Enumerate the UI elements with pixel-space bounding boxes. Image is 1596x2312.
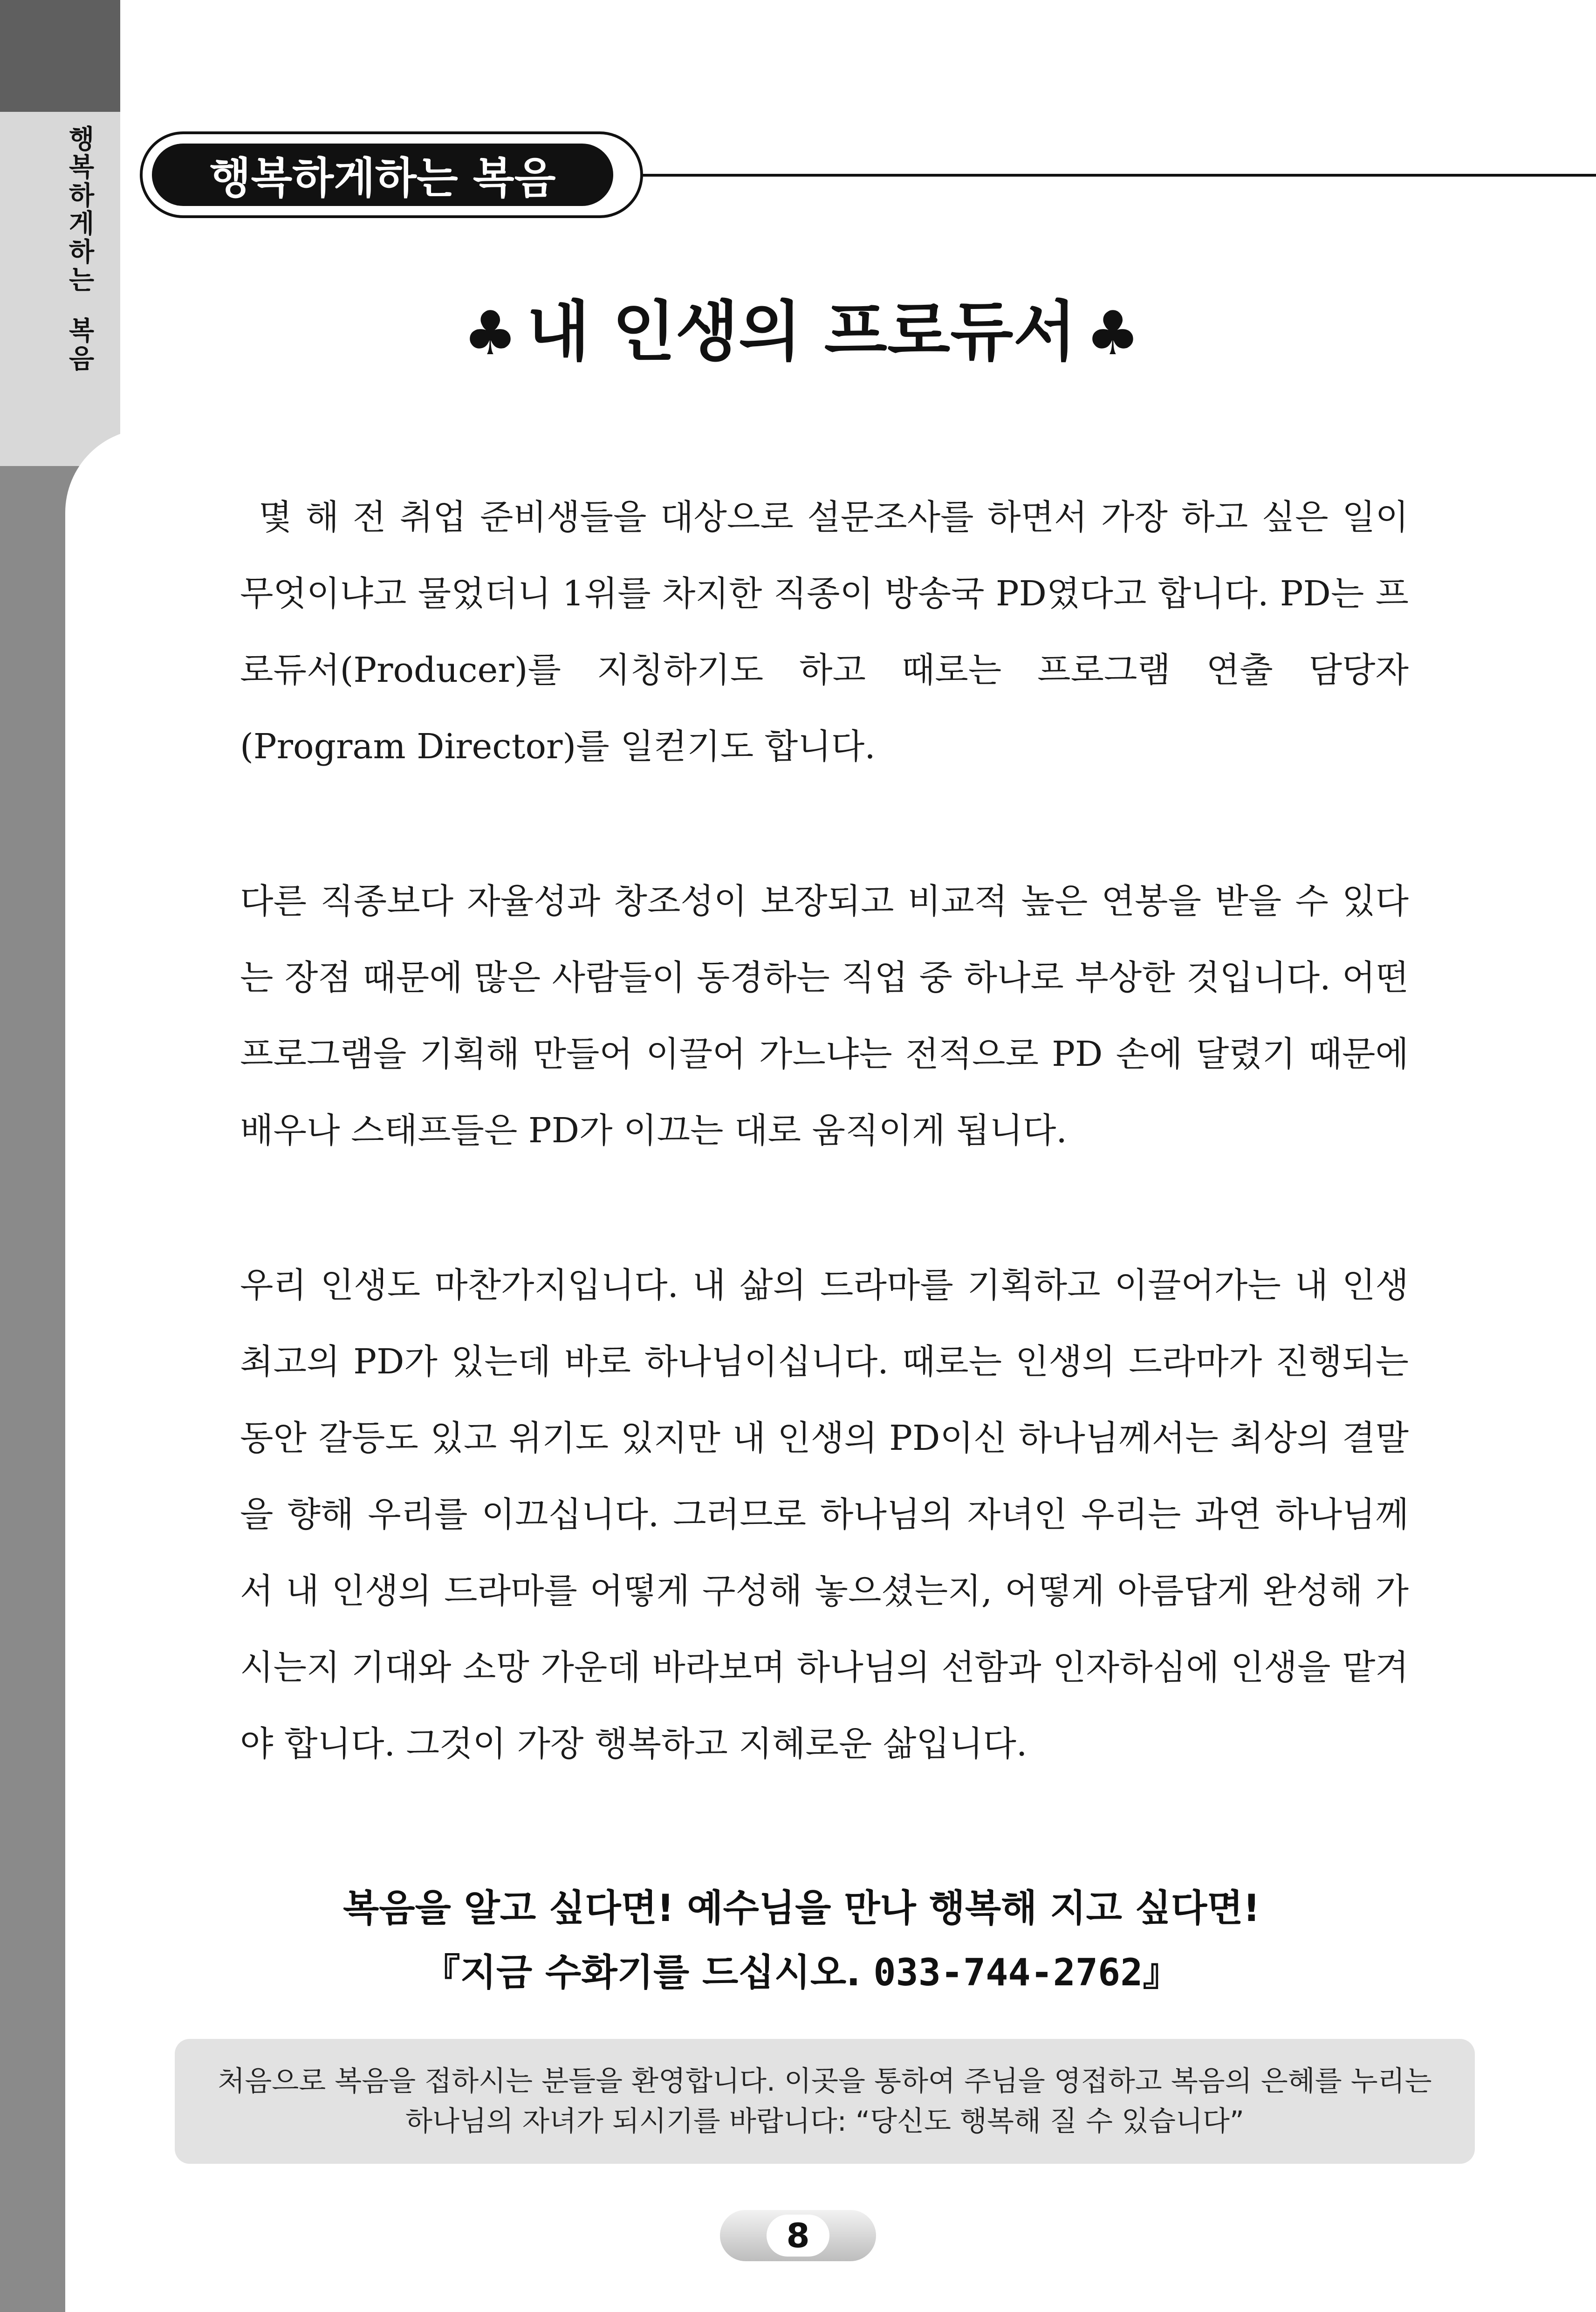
article-body [240, 479, 1409, 1860]
welcome-line: 처음으로 복음을 접하시는 분들을 환영합니다. 이곳을 통하여 주님을 영접하고 복음의 은혜를 누리는 [218, 2065, 1432, 2098]
side-tab-top-block [0, 0, 120, 112]
side-tab-char: 게 [68, 209, 95, 240]
page-title-text: 내 인생의 프로듀서 [527, 294, 1076, 370]
cta-phone-suffix: 』 [1143, 1951, 1180, 1994]
side-tab-char: 복 [68, 152, 95, 183]
side-tab-curve [65, 429, 149, 2312]
phone-number: 033-744-2762 [873, 1951, 1143, 1994]
club-icon: ♣ [463, 298, 518, 369]
side-tab-char: 행 [68, 124, 95, 155]
cta-phone-prefix: 『지금 수화기를 드십시오. [423, 1951, 874, 1994]
side-tab-char: 는 [68, 265, 95, 296]
paragraph: 우리 인생도 마찬가지입니다. 내 삶의 드라마를 기획하고 이끌어가는 내 인생 최고의 PD가 있는데 바로 하나님이십니다. 때로는 인생의 드라마가 진행되는 동안 갈등도 있고 위기도 있지만 내 인생의 PD이신 하나님께서는 최상의 결말을 향해 우리를 이끄십니다. 그러므로 하나님의 자녀인 우리는 과연 하나님께서 내 인생의 드라마를 어떻게 구성해 놓으셨는지, 어떻게 아름답게 완성해 가시는지 기대와 소망 가운데 바라보며 하나님의 선함과 인자하심에 인생을 맡겨야 합니다. 그것이 가장 행복하고 지혜로운 삶입니다. [240, 1265, 1409, 1764]
call-to-action [140, 1883, 1463, 1998]
section-tag [140, 131, 643, 218]
side-tab-title [61, 126, 103, 374]
side-tab-char: 음 [68, 344, 95, 375]
club-icon: ♣ [1085, 298, 1140, 369]
cta-phone-line [140, 1947, 1463, 1998]
paragraph: 몇 해 전 취업 준비생들을 대상으로 설문조사를 하면서 가장 하고 싶은 일이 무엇이냐고 물었더니 1위를 차지한 직종이 방송국 PD였다고 합니다. PD는 프로듀서(Producer)를 지칭하기도 하고 때로는 프로그램 연출 담당자(Program Director)를 일컫기도 합니다. [240, 497, 1409, 767]
cta-headline: 복음을 알고 싶다면! 예수님을 만나 행복해 지고 싶다면! [342, 1887, 1260, 1930]
side-tab-char: 하 [68, 237, 95, 268]
page-number: 8 [767, 2215, 829, 2257]
side-tab-char: 하 [68, 180, 95, 211]
welcome-line: 하나님의 자녀가 되시기를 바랍니다: “당신도 행복해 질 수 있습니다” [405, 2105, 1244, 2138]
section-tag-label: 행복하게하는 복음 [152, 144, 613, 206]
page-title [140, 280, 1463, 373]
side-tab-char: 복 [68, 316, 95, 346]
header-rule [643, 174, 1596, 177]
paragraph: 다른 직종보다 자율성과 창조성이 보장되고 비교적 높은 연봉을 받을 수 있다는 장점 때문에 많은 사람들이 동경하는 직업 중 하나로 부상한 것입니다. 어떤 프로그램을 기획해 만들어 이끌어 가느냐는 전적으로 PD 손에 달렸기 때문에 배우나 스태프들은 PD가 이끄는 대로 움직이게 됩니다. [240, 881, 1409, 1151]
welcome-box [175, 2039, 1475, 2164]
